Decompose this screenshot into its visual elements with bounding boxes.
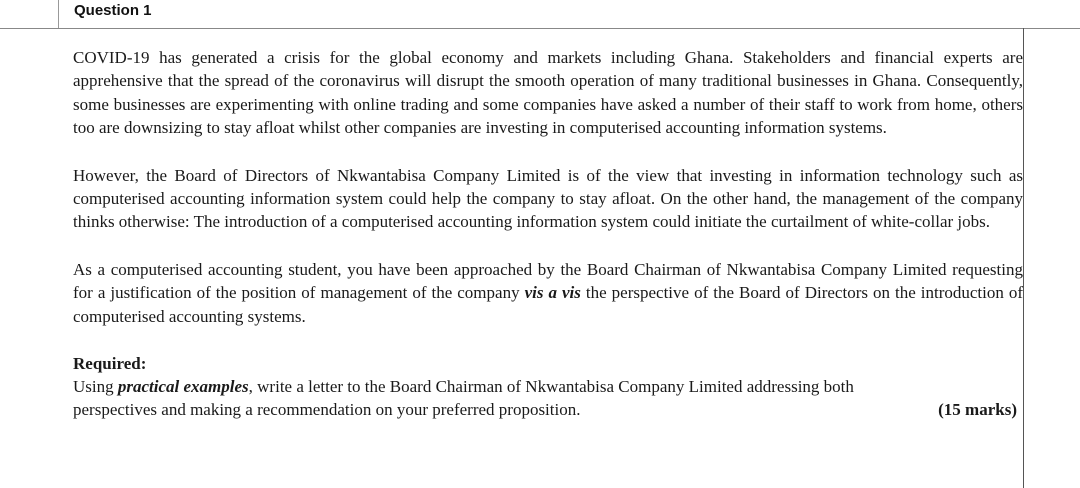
paragraph-task <box>73 258 1023 328</box>
paragraph-positions: However, the Board of Directors of Nkwantabisa Company Limited is of the view that investing in information technology such as computerised accounting information system could help the company to stay afloat. On the other hand, the management of the company thinks otherwise: The introduction of a computerised accounting information system could initiate the curtailment of white-collar jobs. <box>73 165 1023 232</box>
required-text-c: perspectives and making a recommendation on your preferred proposition. <box>73 400 581 420</box>
required-text-a: Using <box>73 377 114 397</box>
task-text-b: the perspective of the Board of Directors on the introduction of computerised accounting systems. <box>73 283 1024 326</box>
task-text-a: As a computerised accounting student, you have been approached by the Board Chairman of Nkwantabisa Company Limited requesting for a justification of the position of management of the company <box>73 259 1023 303</box>
required-text-b: , write a letter to the Board Chairman of Nkwantabisa Company Limited addressing both <box>248 377 854 397</box>
header-rule <box>0 28 1080 29</box>
question-title: Question 1 <box>74 2 152 19</box>
required-italic-practical-examples: practical examples <box>117 377 249 397</box>
marks-label: (15 marks) <box>938 400 1017 420</box>
paragraph-context: COVID-19 has generated a crisis for the global economy and markets including Ghana. Stakeholders and financial experts are apprehensive that the spread of the coronavirus will disrupt the smooth operation of many traditional businesses in Ghana. Consequently, some businesses are experimenting with online trading and some companies have asked a number of their staff to work from home, others too are downsizing to stay afloat whilst other companies are investing in computerised accounting information systems. <box>73 48 1023 138</box>
task-italic-vis-a-vis: vis a vis <box>524 283 581 303</box>
question-body <box>73 46 1023 422</box>
right-border <box>1023 28 1024 488</box>
required-heading: Required: <box>73 354 147 374</box>
required-line-1 <box>73 375 1023 398</box>
question-header <box>0 0 1080 28</box>
header-divider <box>58 0 59 28</box>
required-line-2 <box>73 398 1023 421</box>
